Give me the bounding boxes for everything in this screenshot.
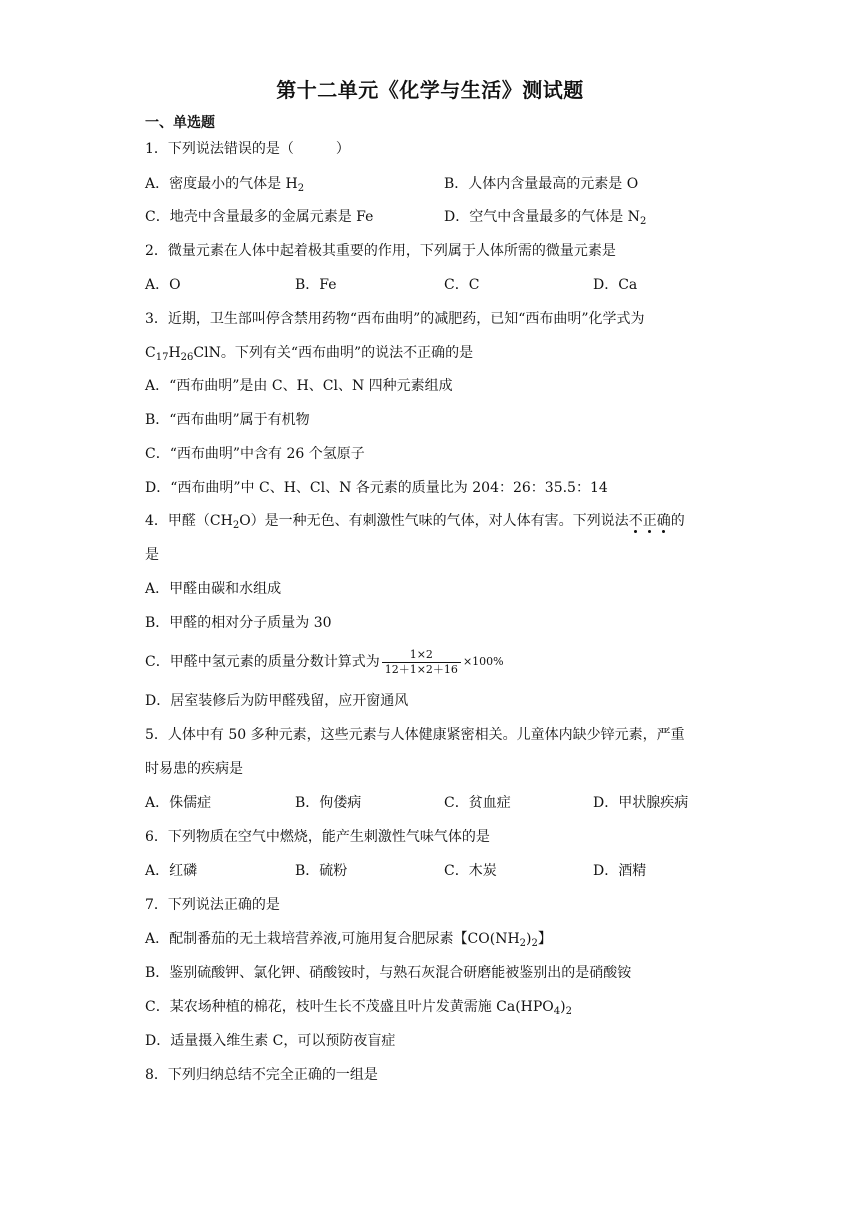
q7-option-b: B．鉴别硫酸钾、氯化钾、硝酸铵时，与熟石灰混合研磨能被鉴别出的是硝酸铵 [145,965,632,981]
q4-option-c: C．甲醛中氢元素的质量分数计算式为 $\frac{1\times 2}{12+1\times 2+16}$ ×100% [145,647,504,676]
emphasis-char: 确 [656,513,671,529]
q3-option-a: A．“西布曲明”是由 C、H、Cl、N 四种元素组成 [145,378,453,394]
q2-option-c: C．C [444,277,480,293]
q5-option-c: C．贫血症 [444,795,511,811]
q4-option-a: A．甲醛由碳和水组成 [145,581,282,597]
question-4-stem: 4．甲醛$(CH_2O)$是一种无色、有刺激性气味的气体，对人体有害。下列说法不正确的 [145,513,685,531]
q6-option-b: B．硫粉 [295,863,348,879]
q4-option-b: B．甲醛的相对分子质量为 30 [145,615,332,631]
question-5-stem-cont: 时易患的疾病是 [145,761,243,777]
question-4-stem-cont: 是 [145,547,159,563]
page-title: 第十二单元《化学与生活》测试题 [276,78,584,102]
emphasis-char: 正 [642,513,657,529]
q3-option-b: B．“西布曲明”属于有机物 [145,412,310,428]
question-2-stem: 2．微量元素在人体中起着极其重要的作用，下列属于人体所需的微量元素是 [145,243,616,259]
question-6-stem: 6．下列物质在空气中燃烧，能产生刺激性气味气体的是 [145,829,490,845]
question-5-stem: 5．人体中有 50 多种元素，这些元素与人体健康紧密相关。儿童体内缺少锌元素，严重 [145,727,685,743]
emphasis-char: 不 [628,513,643,529]
section-heading: 一、单选题 [145,115,215,131]
question-8-stem: 8．下列归纳总结不完全正确的一组是 [145,1067,378,1083]
q1-option-c: C．地壳中含量最多的金属元素是 Fe [145,209,374,225]
q1-option-d: D．空气中含量最多的气体是 $N_2$ [444,209,647,227]
q2-option-b: B．Fe [295,277,337,293]
q3-option-d: D．“西布曲明”中 C、H、Cl、N 各元素的质量比为 204：26：35.5：14 [145,480,608,496]
q1-option-a: A．密度最小的气体是 $H_2$ [145,176,305,194]
question-3-stem-cont: $C_{17}H_{26}ClN$。下列有关“西布曲明”的说法不正确的是 [145,345,474,363]
q7-option-a: A．配制番茄的无土栽培营养液,可施用复合肥尿素【$CO(NH_2)_2$】 [145,931,552,949]
q6-option-a: A．红磷 [145,863,198,879]
question-1-stem: 1．下列说法错误的是（ ） [145,141,350,157]
q2-option-a: A．O [145,277,181,293]
q7-option-d: D．适量摄入维生素 C，可以预防夜盲症 [145,1033,396,1049]
q5-option-d: D．甲状腺疾病 [593,795,689,811]
q5-option-a: A．侏儒症 [145,795,212,811]
q6-option-c: C．木炭 [444,863,497,879]
question-3-stem: 3．近期，卫生部叫停含禁用药物“西布曲明”的减肥药，已知“西布曲明”化学式为 [145,311,645,327]
question-7-stem: 7．下列说法正确的是 [145,897,280,913]
q2-option-d: D．Ca [593,277,638,293]
q4-option-d: D．居室装修后为防甲醛残留，应开窗通风 [145,693,409,709]
q7-option-c: C．某农场种植的棉花，枝叶生长不茂盛且叶片发黄需施 $Ca(HPO_4)_2$ [145,999,573,1017]
fraction: $\frac{1\times 2}{12+1\times 2+16}$ [382,648,461,677]
q6-option-d: D．酒精 [593,863,647,879]
q5-option-b: B．佝偻病 [295,795,362,811]
q1-option-b: B．人体内含量最高的元素是 O [444,176,639,192]
q3-option-c: C．“西布曲明”中含有 26 个氢原子 [145,446,365,462]
